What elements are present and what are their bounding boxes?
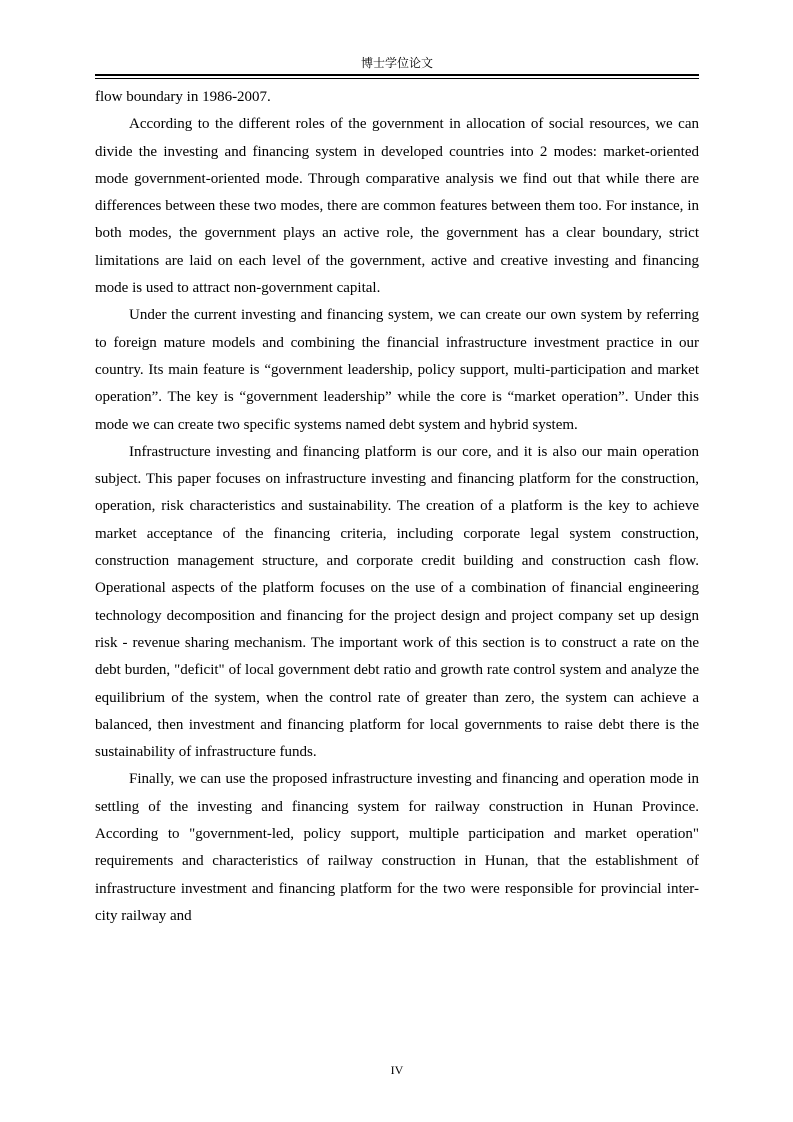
paragraph-platform: Infrastructure investing and financing platform is our core, and it is also our main operation subject. This paper focuses on infrastructure investing and financing platform for the construction, operation, risk characteristics and sustainability. The creation of a platform is the key to achieve market acceptance of the financing criteria, including corporate legal system construction, construction management structure, and corporate credit building and construction cash flow. Operational aspects of the platform focuses on the use of a combination of financial engineering technology decomposition and financing for the project design and project company set up design risk - revenue sharing mechanism. The important work of this section is to construct a rate on the debt burden, "deficit" of local government debt ratio and growth rate control system and analyze the equilibrium of the system, when the control rate of greater than zero, the system can achieve a balanced, then investment and financing platform for local governments to raise debt there is the sustainability of infrastructure funds. [95,443,699,761]
paragraph-hunan-railway: Finally, we can use the proposed infrastructure investing and financing and operation mode in settling of the investing and financing system for railway construction in Hunan Province. According to "government-led, policy support, multiple participation and market operation" requirements and characteristics of railway construction in Hunan, that the establishment of infrastructure investment and financing platform for the two were responsible for provincial inter-city railway and [95,771,699,924]
header-rule-thick [95,74,699,76]
paragraph-government-roles: According to the different roles of the government in allocation of social resources, we can divide the investing and financing system in developed countries into 2 modes: market-oriented mode government-oriented mode. Through comparative analysis we find out that while there are differences between these two modes, there are common features between them too. For instance, in both modes, the government plays an active role, the government has a clear boundary, strict limitations are laid on each level of the government, active and creative investing and financing mode is used to attract non-government capital. [95,116,699,297]
header-rule-thin [95,78,699,79]
paragraph-current-system: Under the current investing and financing system, we can create our own system by referring to foreign mature models and combining the financial infrastructure investment practice in our country. Its main feature is “government leadership, policy support, multi-participation and market operation”. The key is “government leadership” while the core is “market operation”. Under this mode we can create two specific systems named debt system and hybrid system. [95,307,699,433]
running-header: 博士学位论文 [360,56,433,70]
page-number: IV [390,1063,404,1077]
body-text [95,84,699,930]
paragraph-continuation: flow boundary in 1986-2007. [95,89,271,105]
